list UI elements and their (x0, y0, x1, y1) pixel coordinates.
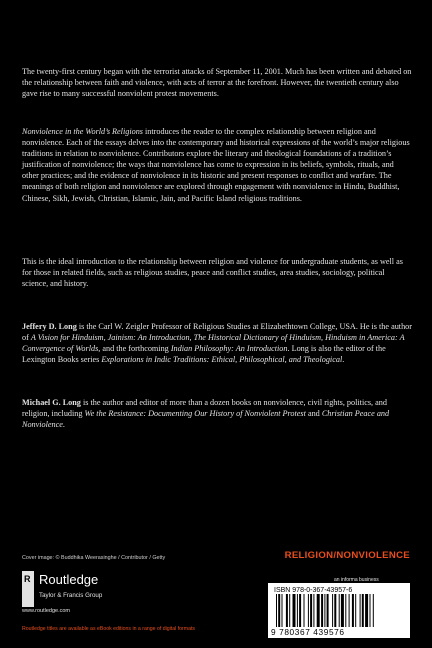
barcode-bar (304, 594, 305, 627)
barcode-digits: 9 780367 439576 (271, 627, 345, 637)
isbn-label: ISBN 978-0-367-43957-6 (274, 587, 353, 594)
barcode-bar (317, 594, 320, 627)
barcode-bar (334, 594, 336, 627)
barcode-bar (276, 594, 277, 627)
barcode-bar (289, 594, 290, 627)
barcode-bar (321, 594, 323, 627)
barcode-bar (355, 594, 356, 627)
barcode-bar (297, 594, 298, 627)
book-title: Nonviolence in the World’s Religions (22, 127, 143, 136)
bio-michael-long: Michael G. Long is the author and editor of more than a dozen books on nonviolence, civil rights, politics, and religion, including We the Resistance: Documenting Our History of Nonviolent Protest and Christian Peace and Nonviolence. (22, 398, 390, 430)
bio-jeffery-long: Jeffery D. Long is the Carl W. Zeigler Professor of Religious Studies at Elizabethtown College, USA. He is the author of A Vision for Hinduism, Jainism: An Introduction, The Historical Dictionary of Hinduism, Hinduism in America: A Convergence of Worlds, and the forthcoming Indian Philosophy: An Introduction. Long is also the editor of the Lexington Books series Explorations in Indic Traditions: Ethical, Philosophical, and Theological. (22, 322, 412, 365)
barcode-bar (341, 594, 344, 627)
informa-tagline: an informa business (334, 577, 379, 583)
subject-category: RELIGION/NONVIOLENCE (284, 550, 410, 561)
publisher-website: www.routledge.com (22, 608, 70, 614)
barcode-bar (349, 594, 350, 627)
barcode-bar (352, 594, 354, 627)
barcode-bar (308, 594, 309, 627)
barcode-bar (282, 594, 283, 627)
barcode-bar (278, 594, 280, 627)
barcode-bar (370, 594, 371, 627)
barcode-bar (327, 594, 329, 627)
barcode (268, 583, 410, 638)
barcode-bar (286, 594, 288, 627)
publisher-name: Routledge (39, 572, 99, 587)
audience-paragraph: This is the ideal introduction to the relationship between religion and violence for undergraduate students, as well as for those in related fields, such as religious studies, peace and conflict studies, area studies, sociology, political science, and history. (22, 257, 403, 289)
publisher-logo (22, 571, 152, 609)
barcode-bar (293, 594, 296, 627)
description-text: introduces the reader to the complex relationship between religion and nonviolence. Each of the essays delves into the contemporary and historical expressions of the world’s major religious traditions in relation to nonviolence. Contributors explore the literary and theological foundations of a tradition’s justification of nonviolence; the ways that nonviolence has come to expression in its beliefs, symbols, rituals, and other practices; and the evidence of nonviolence in its historic and present responses to conflict and warfare. The meanings of both religion and nonviolence are explored through engagement with nonviolence in Hindu, Buddhist, Chinese, Sikh, Jewish, Christian, Islamic, Jain, and Pacific Island religious traditions. (22, 127, 410, 203)
barcode-bar (313, 594, 314, 627)
cover-credit: Cover image: © Buddhika Weerasinghe / Contributor / Getty (22, 555, 166, 561)
barcode-bar (332, 594, 333, 627)
barcode-bar (324, 594, 325, 627)
barcode-bar (360, 594, 361, 627)
barcode-bar (373, 594, 374, 627)
intro-paragraph: The twenty-first century began with the terrorist attacks of September 11, 2001. Much has been written and debated on the relationship between faith and violence, with acts of terror at the forefront. However, the twentieth century also gave rise to many successful nonviolent protest movements. (22, 67, 412, 99)
ebook-note: Routledge titles are available as eBook editions in a range of digital formats (22, 626, 196, 632)
barcode-bar (299, 594, 301, 627)
barcode-bar (365, 594, 368, 627)
barcode-bar (362, 594, 364, 627)
barcode-bar (310, 594, 312, 627)
barcode-bar (339, 594, 340, 627)
barcode-bar (345, 594, 346, 627)
description-paragraph (22, 126, 412, 204)
publisher-group: Taylor & Francis Group (39, 592, 103, 599)
barcode-bars (276, 594, 402, 627)
author-name: Jeffery D. Long (22, 322, 77, 331)
author-name: Michael G. Long (22, 398, 81, 407)
routledge-logo-icon: R (22, 571, 34, 607)
